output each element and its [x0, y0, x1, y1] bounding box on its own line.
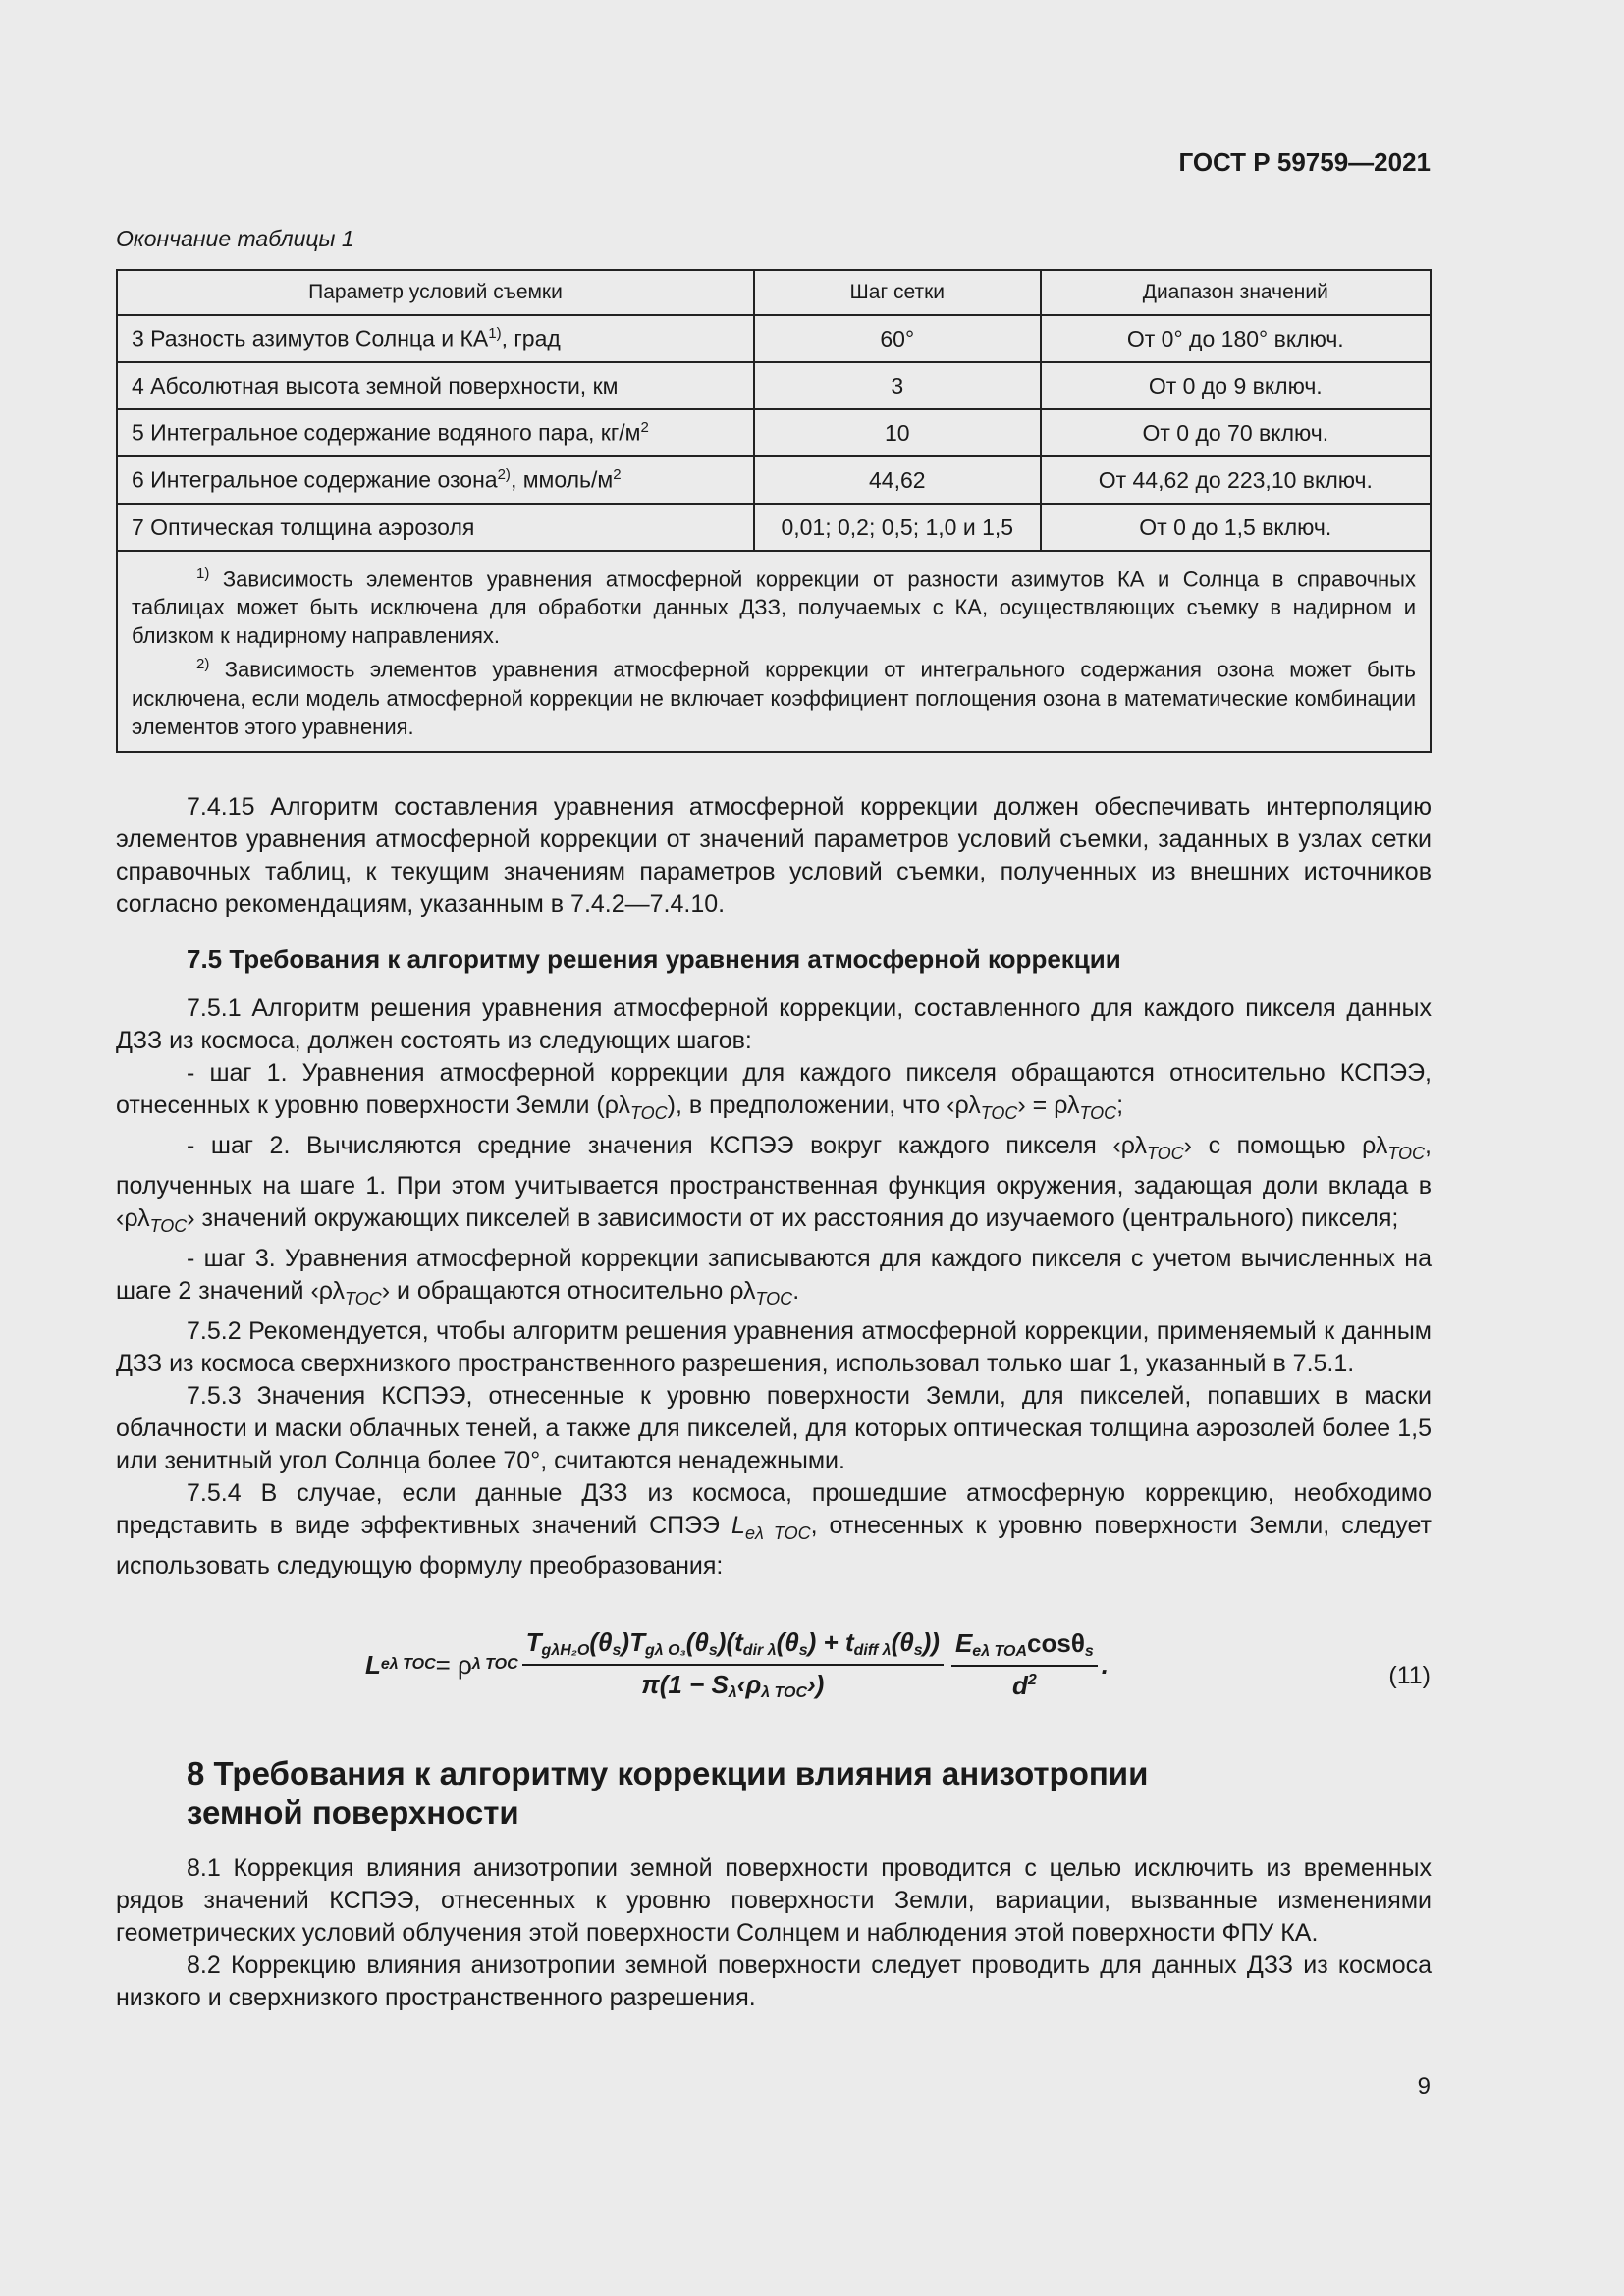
step-cell: 3 — [754, 362, 1041, 409]
step-2: - шаг 2. Вычисляются средние значения КСПЭЭ вокруг каждого пикселя $‹\rho\lambda_{TOC}›$ с помощью $\rho\lambda_{TOC}$, полученных на шаге 1. При этом учитывается пространственная функция окружения, задающая доли вклада в $‹\rho\lambda_{TOC}›$ значений окружающих пикселей в зависимости от их расстояния до изучаемого (центрального) пикселя; — [116, 1132, 1432, 1236]
paragraph-7-5-2: 7.5.2 Рекомендуется, чтобы алгоритм решения уравнения атмосферной коррекции, применяемый к данным ДЗЗ из космоса сверхнизкого пространственного разрешения, использовал только шаг 1, указанный в 7.5.1. — [116, 1317, 1432, 1377]
param-cell: 3 Разность азимутов Солнца и КА$^{1)}$, град — [117, 315, 754, 362]
table-row — [117, 362, 1431, 409]
param-cell: 7 Оптическая толщина аэрозоля — [117, 504, 754, 551]
table-footnotes — [117, 551, 1431, 752]
footnote: $^{1)}$ Зависимость элементов уравнения атмосферной коррекции от разности азимутов КА и Солнца в справочных таблицах может быть исключена для обработки данных ДЗЗ, получаемых с КА, осуществляющих съемку в надирном и близком к надирному направлениях. — [132, 565, 1416, 649]
table-header-row — [117, 270, 1431, 315]
range-cell: От 44,62 до 223,10 включ. — [1041, 456, 1431, 504]
step-3: - шаг 3. Уравнения атмосферной коррекции записываются для каждого пикселя с учетом вычисленных на шаге 2 значений $‹\rho\lambda_{TOC}›$ и обращаются относительно $\rho\lambda_{TOC}$. — [116, 1245, 1432, 1308]
step-cell: 44,62 — [754, 456, 1041, 504]
paragraph-7-5-4: 7.5.4 В случае, если данные ДЗЗ из космоса, прошедшие атмосферную коррекцию, необходимо представить в виде эффективных значений СПЭЭ $L_{e\lambda TOC}$, отнесенных к уровню поверхности Земли, следует использовать следующую формулу преобразования: — [116, 1479, 1432, 1579]
range-cell: От 0° до 180° включ. — [1041, 315, 1431, 362]
section-heading-8: 8 Требования к алгоритму коррекции влияния анизотропии земной поверхности — [187, 1755, 1149, 1831]
formula-11: L eλ TOC = ρ λ TOC $\frac{\text{TgλH₂O(θs)Tgλ O₃(θs)(tdir λ(θs) + tdiff λ(θs))}}{\text{π(1 − Sλ‹ρλ TOC›)}}$ $\frac{\text{Eeλ TOAcosθs}}{d^2}$ . — [365, 1628, 1110, 1701]
param-cell: 5 Интегральное содержание водяного пара, $кг/м^2$ — [117, 409, 754, 456]
equation-number: (11) — [1388, 1662, 1431, 1689]
range-cell: От 0 до 9 включ. — [1041, 362, 1431, 409]
step-cell: 10 — [754, 409, 1041, 456]
footnote: $^{2)}$ Зависимость элементов уравнения атмосферной коррекции от интегрального содержания озона может быть исключена, если модель атмосферной коррекции не включает коэффициент поглощения озона в математические комбинации элементов этого уравнения. — [132, 656, 1416, 739]
section-8-body — [116, 1852, 1432, 2014]
paragraph-7-5-1: 7.5.1 Алгоритм решения уравнения атмосферной коррекции, составленного для каждого пикселя данных ДЗЗ из космоса, должен состоять из следующих шагов: — [116, 994, 1432, 1054]
range-cell: От 0 до 1,5 включ. — [1041, 504, 1431, 551]
paragraph-7-5-3: 7.5.3 Значения КСПЭЭ, отнесенные к уровню поверхности Земли, для пикселей, попавших в маски облачности и маски облачных теней, а также для пикселей, для которых оптическая толщина аэрозолей более 1,5 или зенитный угол Солнца более 70°, считаются ненадежными. — [116, 1382, 1432, 1474]
table-row — [117, 504, 1431, 551]
column-header: Параметр условий съемки — [117, 270, 754, 315]
table-continuation-caption: Окончание таблицы 1 — [116, 226, 354, 251]
step-1: - шаг 1. Уравнения атмосферной коррекции для каждого пикселя обращаются относительно КСПЭЭ, отнесенных к уровню поверхности Земли $(\rho\lambda_{TOC})$, в предположении, что $‹\rho\lambda_{TOC}› = \rho\lambda_{TOC}$; — [116, 1059, 1432, 1123]
table-row — [117, 409, 1431, 456]
section-7-5-body — [116, 992, 1432, 1582]
table-footnotes-row — [117, 551, 1431, 752]
column-header: Шаг сетки — [754, 270, 1041, 315]
step-cell: 0,01; 0,2; 0,5; 1,0 и 1,5 — [754, 504, 1041, 551]
step-cell: 60° — [754, 315, 1041, 362]
param-cell: 4 Абсолютная высота земной поверхности, км — [117, 362, 754, 409]
page-number: 9 — [1417, 2073, 1431, 2100]
paragraph-7-4-15: 7.4.15 Алгоритм составления уравнения атмосферной коррекции должен обеспечивать интерполяцию элементов уравнения атмосферной коррекции от значений параметров условий съемки, заданных в узлах сетки справочных таблиц, к текущим значениям параметров условий съемки, полученных из внешних источников согласно рекомендациям, указанным в 7.4.2—7.4.10. — [116, 793, 1432, 918]
param-cell: 6 Интегральное содержание озона$^{2)}$, ммоль/$м^2$ — [117, 456, 754, 504]
formula-fraction-2: $\frac{\text{Eeλ TOAcosθs}}{d^2}$ — [951, 1629, 1098, 1701]
column-header: Диапазон значений — [1041, 270, 1431, 315]
paragraph-8-2: 8.2 Коррекцию влияния анизотропии земной поверхности следует проводить для данных ДЗЗ из космоса низкого и сверхнизкого пространственного разрешения. — [116, 1951, 1432, 2011]
table-row — [117, 456, 1431, 504]
paragraph-8-1: 8.1 Коррекция влияния анизотропии земной поверхности проводится с целью исключить из временных рядов значений КСПЭЭ, отнесенных к уровню поверхности Земли, вариации, вызванные изменениями геометрических условий облучения этой поверхности Солнцем и наблюдения этой поверхности ФПУ КА. — [116, 1854, 1432, 1947]
table-row — [117, 315, 1431, 362]
formula-fraction-1: $\frac{\text{TgλH₂O(θs)Tgλ O₃(θs)(tdir λ(θs) + tdiff λ(θs))}}{\text{π(1 − Sλ‹ρλ TOC›)}}$ — [522, 1628, 944, 1702]
section-heading-7-5: 7.5 Требования к алгоритму решения уравнения атмосферной коррекции — [187, 944, 1121, 974]
range-cell: От 0 до 70 включ. — [1041, 409, 1431, 456]
document-header: ГОСТ Р 59759—2021 — [1178, 147, 1431, 177]
parameters-table — [116, 269, 1432, 753]
